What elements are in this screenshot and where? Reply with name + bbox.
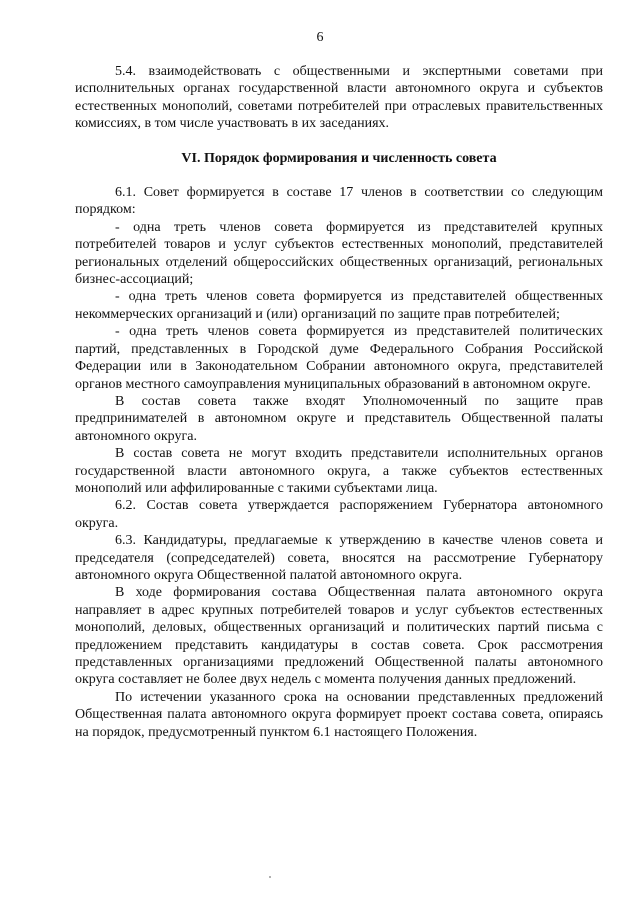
paragraph-exclusions: В состав совета не могут входить представители исполнительных органов государственной власти автономного округа, а также субъектов естественных монополий или аффилированные с такими субъектами лица. bbox=[75, 446, 603, 496]
list-item-consumers: - одна треть членов совета формируется из представителей крупных потребителей товаров и услуг субъектов естественных монополий, представителей региональных отделений общероссийских общественных организаций, региональных бизнес-ассоциаций; bbox=[75, 219, 603, 288]
list-item-nonprofits: - одна треть членов совета формируется из представителей общественных некоммерческих организаций и (или) организаций по защите прав потребителей; bbox=[75, 289, 603, 322]
paragraph-6-3: 6.3. Кандидатуры, предлагаемые к утверждению в качестве членов совета и председателя (сопредседателей) совета, вносятся на рассмотрение Губернатору автономного округа Общественной палатой автономного округа. bbox=[75, 533, 603, 583]
page-number: 6 bbox=[316, 30, 324, 45]
scan-dot bbox=[269, 876, 271, 878]
paragraph-6-2: 6.2. Состав совета утверждается распоряжением Губернатора автономного округа. bbox=[75, 498, 603, 531]
paragraph-6-1: 6.1. Совет формируется в составе 17 членов в соответствии со следующим порядком: bbox=[75, 185, 603, 218]
paragraph-formation-process: В ходе формирования состава Общественная палата автономного округа направляет в адрес крупных потребителей товаров и услуг субъектов естественных монополий, деловых, общественных организаций и политических партий письма с предложением представить кандидатуры в состав совета. Срок рассмотрения представленных организациями предложений Общественной палаты автономного округа составляет не более двух недель с момента получения данных предложений. bbox=[75, 585, 603, 688]
paragraph-after-deadline: По истечении указанного срока на основании представленных предложений Общественная палата автономного округа формирует проект состава совета, опираясь на порядок, предусмотренный пунктом 6.1 настоящего Положения. bbox=[75, 689, 603, 740]
document-body bbox=[75, 63, 603, 741]
paragraph-5-4: 5.4. взаимодействовать с общественными и экспертными советами при исполнительных органах государственной власти автономного округа и субъектов естественных монополий, советами потребителей при отраслевых правительственных комиссиях, в том числе участвовать в их заседаниях. bbox=[75, 64, 603, 132]
list-item-parties: - одна треть членов совета формируется из представителей политических партий, представленных в Городской думе Федерального Собрания Российской Федерации или в Законодательном Собрании автономного округа, представителей органов местного самоуправления муниципальных образований в автономном округе. bbox=[75, 324, 603, 392]
paragraph-also-included: В состав совета также входят Уполномоченный по защите прав предпринимателей в автономном округе и представитель Общественной палаты автономного округа. bbox=[75, 393, 603, 444]
section-heading: VI. Порядок формирования и численность совета bbox=[181, 150, 497, 166]
